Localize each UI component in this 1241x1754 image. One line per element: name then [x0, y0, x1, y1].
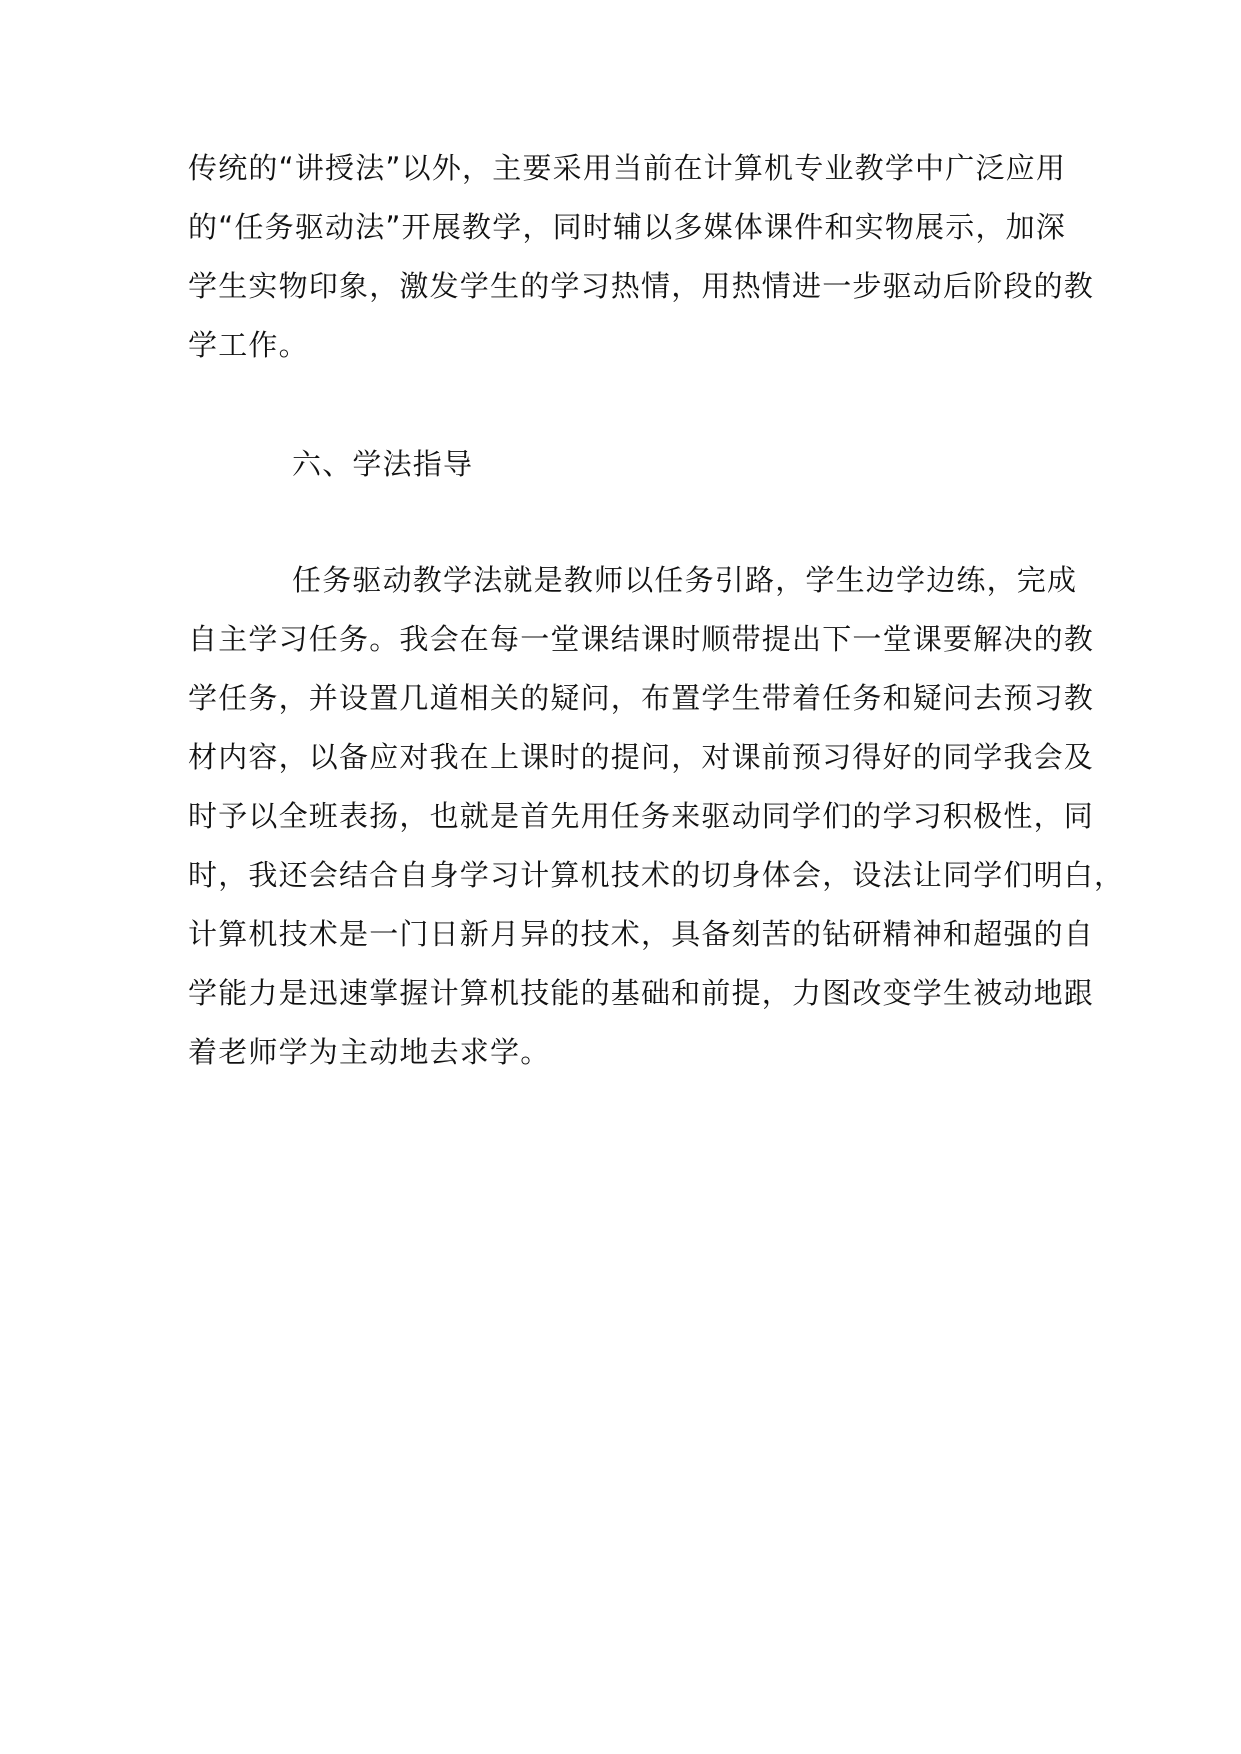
- paragraph-line: 学能力是迅速掌握计算机技能的基础和前提，力图改变学生被动地跟: [188, 976, 1095, 1010]
- paragraph-line: 学任务，并设置几道相关的疑问，布置学生带着任务和疑问去预习教: [188, 681, 1095, 715]
- paragraph-line: 材内容，以备应对我在上课时的提问，对课前预习得好的同学我会及: [188, 740, 1095, 774]
- paragraph-line: 学工作。: [188, 328, 309, 362]
- section-heading: 六、学法指导: [292, 447, 474, 481]
- paragraph-line: 计算机技术是一门日新月异的技术，具备刻苦的钻研精神和超强的自: [188, 917, 1095, 951]
- paragraph-line: 传统的“讲授法”以外，主要采用当前在计算机专业教学中广泛应用: [188, 151, 1067, 185]
- paragraph-line: 时予以全班表扬，也就是首先用任务来驱动同学们的学习积极性，同: [188, 799, 1095, 833]
- paragraph-line: 任务驱动教学法就是教师以任务引路，学生边学边练，完成: [292, 563, 1078, 597]
- paragraph-line: 着老师学为主动地去求学。: [188, 1035, 551, 1069]
- paragraph-line: 学生实物印象，激发学生的学习热情，用热情进一步驱动后阶段的教: [188, 269, 1095, 303]
- paragraph-line: 自主学习任务。我会在每一堂课结课时顺带提出下一堂课要解决的教: [188, 622, 1095, 656]
- paragraph-line: 的“任务驱动法”开展教学，同时辅以多媒体课件和实物展示，加深: [188, 210, 1067, 244]
- paragraph-line: 时，我还会结合自身学习计算机技术的切身体会，设法让同学们明白，: [188, 858, 1125, 892]
